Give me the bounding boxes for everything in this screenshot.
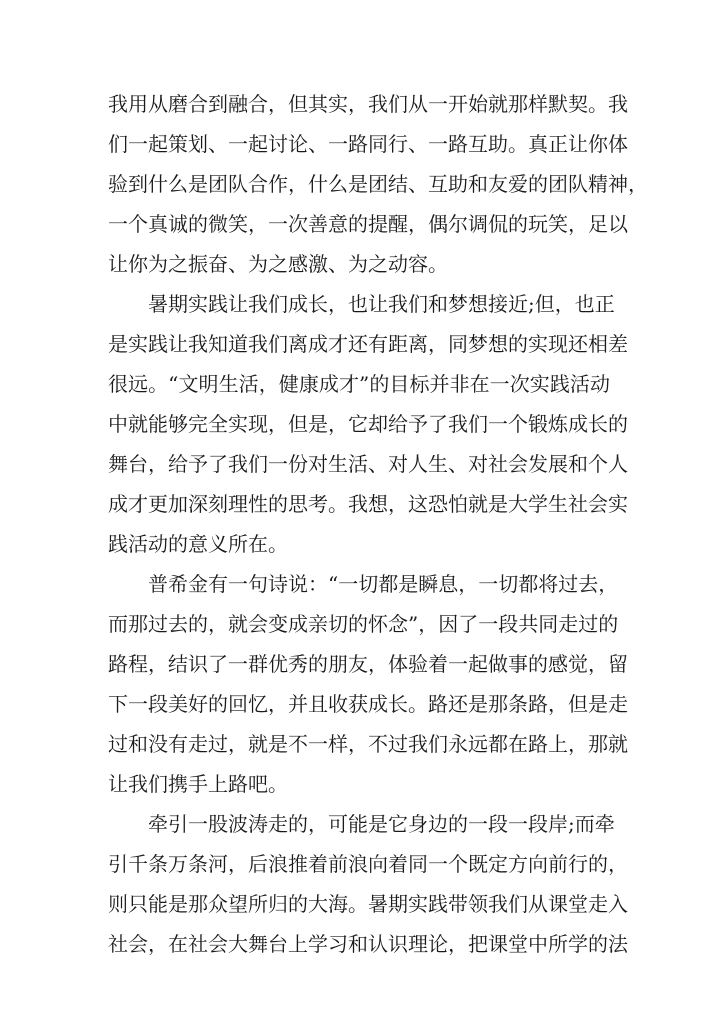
paragraph-1 [108, 84, 648, 284]
text-line: 验到什么是团队合作，什么是团结、互助和友爱的团队精神， [108, 172, 648, 196]
text-line: 而那过去的，就会变成亲切的怀念”，因了一段共同走过的 [108, 612, 619, 636]
text-line: 一个真诚的微笑，一次善意的提醒，偶尔调侃的玩笑，足以 [108, 212, 628, 236]
text-line: 成才更加深刻理性的思考。我想，这恐怕就是大学生社会实 [108, 492, 628, 516]
text-line: 让我们携手上路吧。 [108, 772, 288, 796]
text-line: 践活动的意义所在。 [108, 532, 288, 556]
paragraph-4 [108, 804, 628, 964]
text-line: 社会，在社会大舞台上学习和认识理论，把课堂中所学的法 [108, 932, 628, 956]
text-line: 下一段美好的回忆，并且收获成长。路还是那条路，但是走 [108, 692, 628, 716]
document-body [108, 84, 648, 964]
text-line: 我用从磨合到融合，但其实，我们从一开始就那样默契。我 [108, 92, 628, 116]
text-line: 暑期实践让我们成长，也让我们和梦想接近;但，也正 [148, 292, 615, 316]
text-line: 过和没有走过，就是不一样，不过我们永远都在路上，那就 [108, 732, 628, 756]
text-line: 们一起策划、一起讨论、一路同行、一路互助。真正让你体 [108, 132, 628, 156]
text-line: 很远。“文明生活，健康成才”的目标并非在一次实践活动 [108, 372, 610, 396]
text-line: 普希金有一句诗说：“一切都是瞬息，一切都将过去， [148, 572, 619, 596]
text-line: 是实践让我知道我们离成才还有距离，同梦想的实现还相差 [108, 332, 628, 356]
text-line: 牵引一股波涛走的，可能是它身边的一段一段岸;而牵 [148, 812, 615, 836]
text-line: 舞台，给予了我们一份对生活、对人生、对社会发展和个人 [108, 452, 628, 476]
text-line: 则只能是那众望所归的大海。暑期实践带领我们从课堂走入 [108, 892, 628, 916]
paragraph-2 [108, 284, 628, 564]
text-line: 路程，结识了一群优秀的朋友，体验着一起做事的感觉，留 [108, 652, 628, 676]
text-line: 中就能够完全实现，但是，它却给予了我们一个锻炼成长的 [108, 412, 628, 436]
text-line: 引千条万条河，后浪推着前浪向着同一个既定方向前行的， [108, 852, 628, 876]
paragraph-3 [108, 564, 628, 804]
text-line: 让你为之振奋、为之感激、为之动容。 [108, 252, 448, 276]
